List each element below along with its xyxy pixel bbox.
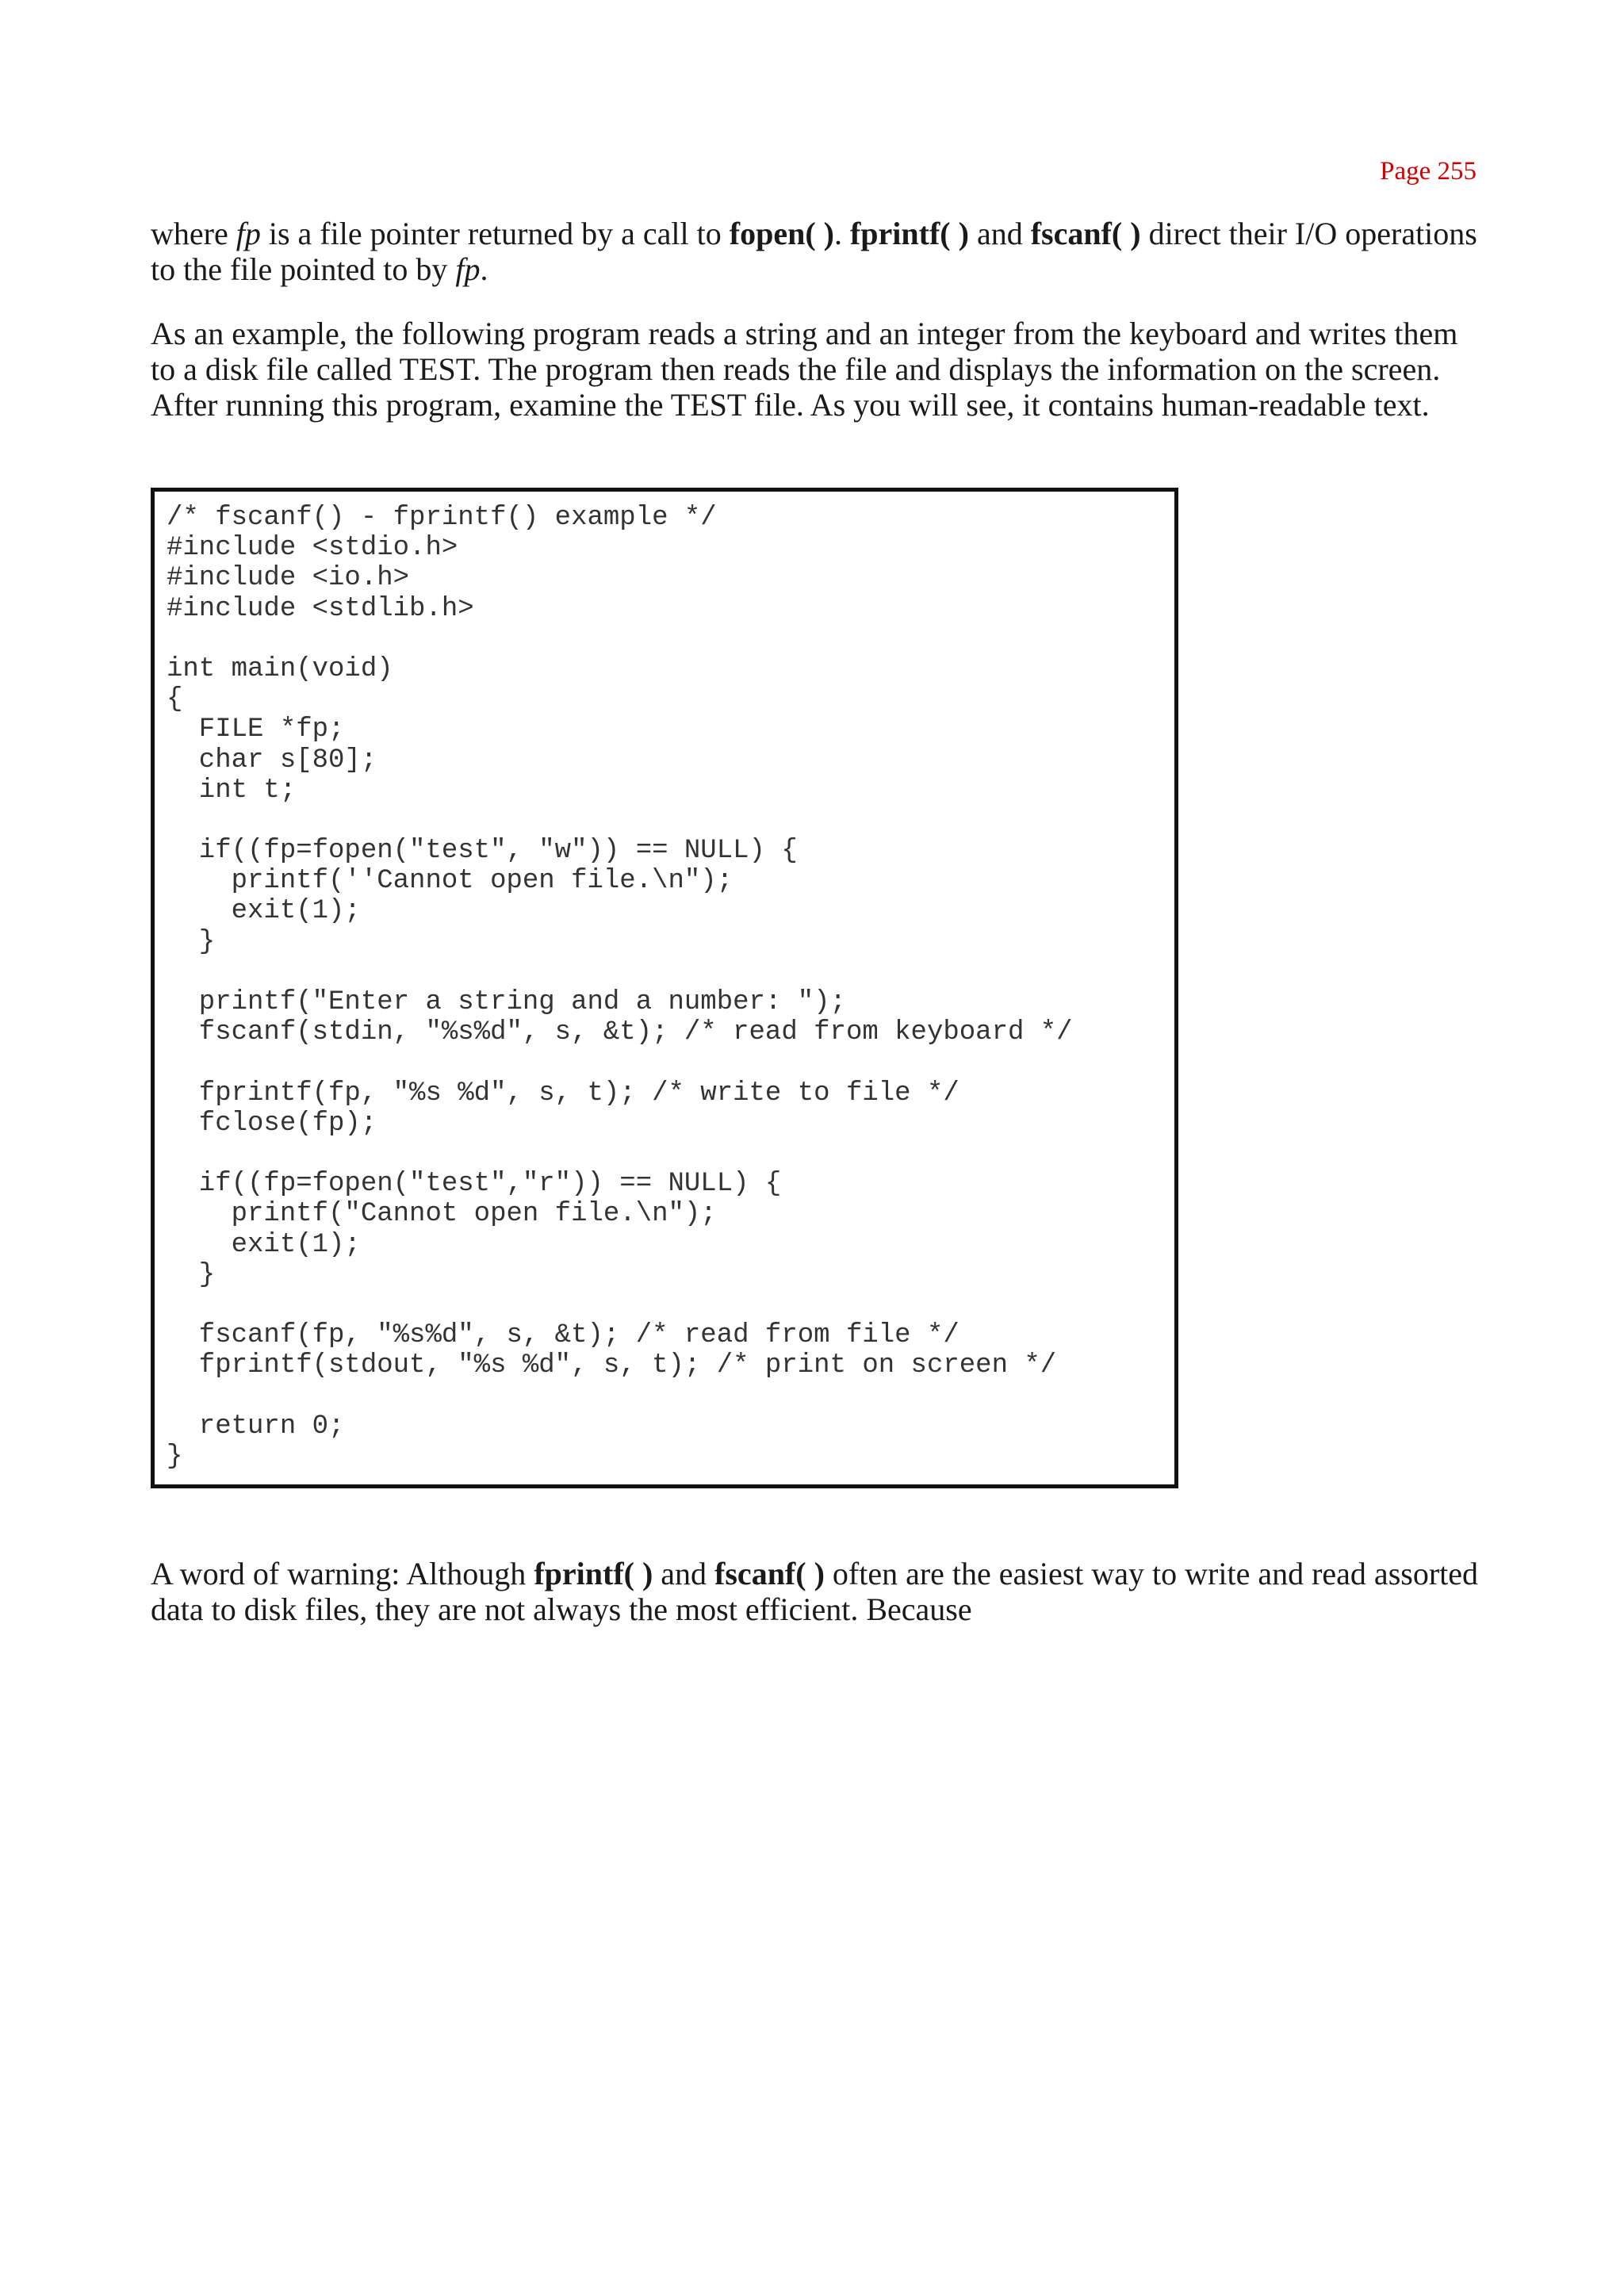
code-line (167, 957, 1174, 987)
text-run: and (968, 216, 1031, 251)
code-line: } (167, 1259, 216, 1290)
code-line: printf(''Cannot open file.\n"); (167, 866, 733, 897)
code-line: if((fp=fopen("test","r")) == NULL) { (167, 1169, 782, 1200)
code-line: fprintf(fp, "%s %d", s, t); /* write to file */ (167, 1078, 959, 1109)
text-run: where (151, 216, 236, 251)
code-line: exit(1); (167, 896, 361, 927)
fscanf-keyword: fscanf( ) (714, 1556, 825, 1591)
fprintf-keyword: fprintf( ) (534, 1556, 653, 1591)
text-run: is a file pointer returned by a call to (260, 216, 730, 251)
text-run: . (833, 216, 850, 251)
code-line: fscanf(fp, "%s%d", s, &t); /* read from file */ (167, 1320, 959, 1351)
code-listing (151, 488, 1178, 1488)
code-line: printf("Enter a string and a number: "); (167, 987, 846, 1017)
text-run: . (480, 251, 488, 287)
code-line: #include <stdlib.h> (167, 593, 474, 624)
code-line (167, 806, 1174, 836)
fp-italic: fp (455, 251, 481, 287)
code-line: fclose(fp); (167, 1108, 377, 1139)
code-line: /* fscanf() - fprintf() example */ (167, 503, 717, 533)
code-line: } (167, 1441, 183, 1472)
text-run: A word of warning: Although (151, 1556, 534, 1591)
code-line: #include <stdio.h> (167, 533, 458, 564)
code-line (167, 1139, 1174, 1169)
fp-italic: fp (236, 216, 261, 251)
text-run: often are the easiest way to write and read assorted data to disk files, they are not always the most efficient. Because (151, 1556, 1479, 1627)
code-line: char s[80]; (167, 745, 377, 776)
code-line: exit(1); (167, 1229, 361, 1260)
code-line: fprintf(stdout, "%s %d", s, t); /* print on screen */ (167, 1350, 1057, 1381)
code-line: printf("Cannot open file.\n"); (167, 1199, 717, 1230)
code-line (167, 1290, 1174, 1320)
fscanf-keyword: fscanf( ) (1030, 216, 1141, 251)
code-line: if((fp=fopen("test", "w")) == NULL) { (167, 836, 798, 867)
code-line: FILE *fp; (167, 714, 345, 745)
code-line (167, 624, 1174, 654)
code-line: #include <io.h> (167, 563, 410, 594)
code-line: int main(void) (167, 653, 393, 684)
code-line (167, 1381, 1174, 1411)
code-line: return 0; (167, 1411, 345, 1442)
code-line: { (167, 684, 183, 715)
code-line: } (167, 926, 216, 957)
fopen-keyword: fopen( ) (729, 216, 834, 251)
paragraph-file-pointer (151, 216, 1483, 287)
text-run: direct their I/O operations to the file pointed to by (151, 216, 1477, 287)
code-line (167, 1047, 1174, 1078)
code-line: fscanf(stdin, "%s%d", s, &t); /* read from keyboard */ (167, 1017, 1073, 1048)
page-number: Page 255 (1380, 157, 1477, 186)
text-run: and (653, 1556, 715, 1591)
code-line: int t; (167, 775, 297, 806)
paragraph-warning (151, 1556, 1483, 1627)
fprintf-keyword: fprintf( ) (849, 216, 969, 251)
paragraph-example-intro: As an example, the following program reads a string and an integer from the keyboard and writes them to a disk file called TEST. The program then reads the file and displays the information on the screen. After running this program, examine the TEST file. As you will see, it contains human-readable text. (151, 316, 1458, 423)
